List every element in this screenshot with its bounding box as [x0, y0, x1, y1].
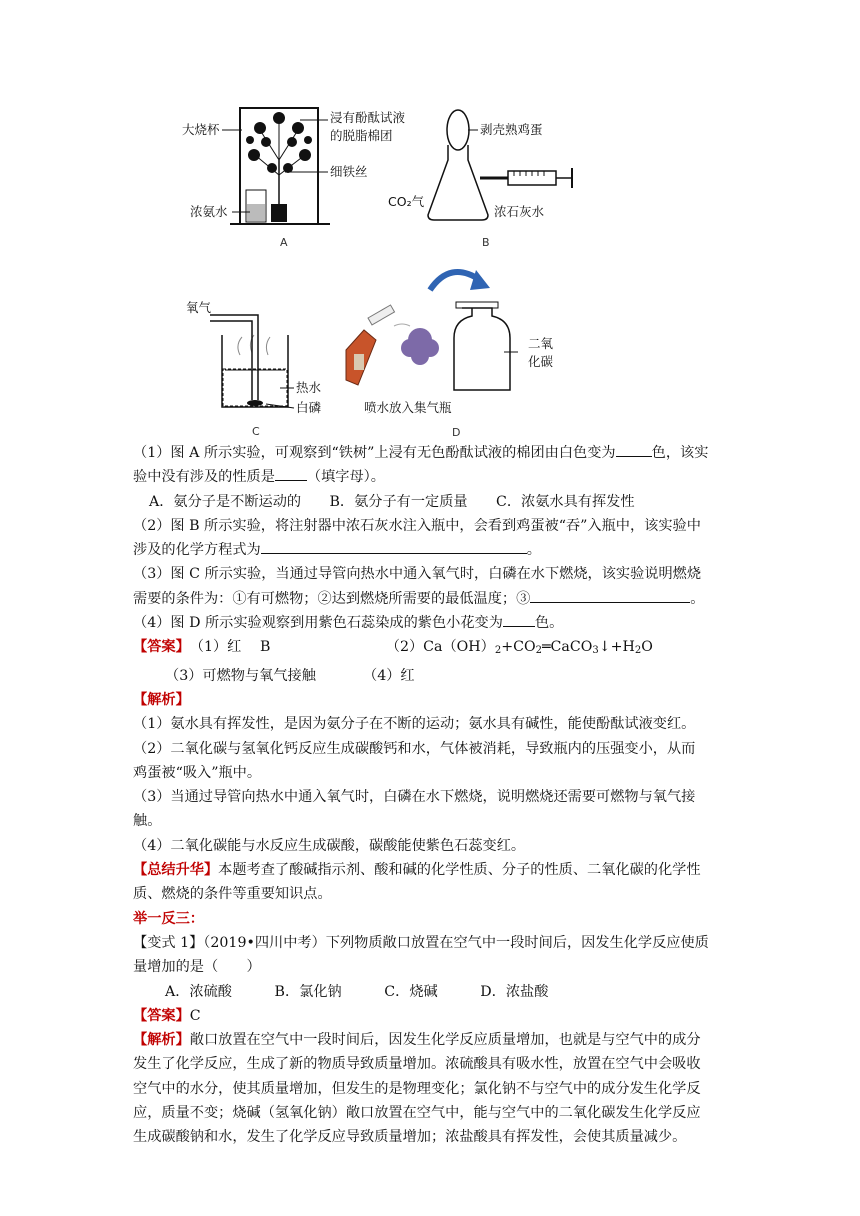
q3-line2: 需要的条件为：①有可燃物；②达到燃烧所需要的最低温度；③ 。	[133, 587, 733, 611]
label-phosphorus: 白磷	[296, 400, 322, 415]
label-beaker: 大烧杯	[182, 122, 220, 137]
label-cotton: 浸有酚酞试液	[330, 110, 406, 125]
q2-line2: 涉及的化学方程式为 。	[133, 538, 733, 562]
analysis-2a: （2）二氧化碳与氢氧化钙反应生成碳酸钙和水，气体被消耗，导致瓶内的压强变小，从而	[133, 740, 696, 757]
summary-line1: 【总结升华】本题考查了酸碱指示剂、酸和碱的化学性质、分子的性质、二氧化碳的化学性	[133, 862, 701, 879]
figure-d-caption: D	[452, 426, 461, 439]
analysis-3a: （3）当通过导管向热水中通入氧气时，白磷在水下燃烧，说明燃烧还需要可燃物与氧气接	[133, 789, 696, 806]
variant1-options: A．浓硫酸 B．氯化钠 C．烧碱 D．浓盐酸	[165, 983, 549, 1000]
analysis-4: （4）二氧化碳能与水反应生成碳酸，碳酸能使紫色石蕊变红。	[133, 837, 526, 854]
label-co2-gas: CO₂气	[388, 194, 425, 209]
variant-analysis-1: 【解析】敞口放置在空气中一段时间后，因发生化学反应质量增加，也就是与空气中的成分	[133, 1032, 701, 1049]
q1-options: A．氨分子是不断运动的 B．氨分子有一定质量 C．浓氨水具有挥发性	[149, 493, 635, 510]
analysis-2b: 鸡蛋被“吸入”瓶中。	[133, 764, 262, 781]
label-ammonia: 浓氨水	[190, 204, 228, 219]
label-cotton-2: 的脱脂棉团	[330, 128, 393, 143]
variant1-line2: 量增加的是（ ）	[133, 959, 261, 976]
answer-line1: 【答案】（1）红 B $(2)Ca(OH)_2+CO_2═CaCO_3↓+H_2O$	[133, 639, 653, 657]
experiment-figures	[0, 0, 860, 440]
variant-analysis-3: 空气中的水分，使其质量增加，但发生的是物理变化；氯化钠不与空气中的成分发生化学反	[133, 1080, 701, 1097]
q2-line1: （2）图 B 所示实验，将注射器中浓石灰水注入瓶中，会看到鸡蛋被“吞”入瓶中，该实验中	[133, 517, 701, 534]
document-body	[133, 441, 733, 1150]
figure-b-caption: B	[482, 236, 490, 249]
label-egg: 剥壳熟鸡蛋	[480, 122, 543, 137]
q3-line1: （3）图 C 所示实验，当通过导管向热水中通入氧气时，白磷在水下燃烧，该实验说明燃烧	[133, 566, 702, 583]
variant-analysis-2: 发生了化学反应，生成了新的物质导致质量增加。浓硫酸具有吸水性，放置在空气中会吸收	[133, 1056, 701, 1073]
label-limewater: 浓石灰水	[494, 204, 545, 219]
variant-answer: 【答案】C	[133, 1007, 201, 1024]
variant1-line1: 【变式 1】（2019•四川中考）下列物质敞口放置在空气中一段时间后，因发生化学反应使质	[133, 934, 709, 951]
variant-analysis-5: 生成碳酸钠和水，发生了化学反应导致质量增加；浓盐酸具有挥发性，会使其质量减少。	[133, 1129, 687, 1146]
q4-line: （4）图 D 所示实验观察到用紫色石蕊染成的紫色小花变为 色。	[133, 611, 733, 635]
figure-a-caption: A	[280, 236, 288, 249]
label-spray: 喷水放入集气瓶	[364, 400, 452, 415]
label-co2-2: 化碳	[528, 354, 554, 369]
summary-line2: 质、燃烧的条件等重要知识点。	[133, 886, 332, 903]
analysis-3b: 触。	[133, 813, 162, 830]
figure-c-caption: C	[252, 425, 260, 438]
label-oxygen: 氧气	[186, 300, 212, 315]
q1-line1: （1）图 A 所示实验，可观察到“铁树”上浸有无色酚酞试液的棉团由白色变为 色，该实	[133, 441, 733, 465]
q1-line2: 验中没有涉及的性质是 （填字母）。	[133, 465, 733, 489]
label-wire: 细铁丝	[330, 164, 368, 179]
variant-title: 举一反三：	[133, 910, 204, 927]
label-hot-water: 热水	[296, 380, 322, 395]
variant-analysis-4: 应，质量不变；烧碱（氢氧化钠）敞口放置在空气中，能与空气中的二氧化碳发生化学反应	[133, 1105, 701, 1122]
analysis-1: （1）氨水具有挥发性，是因为氨分子在不断的运动；氨水具有碱性，能使酚酞试液变红。	[133, 716, 696, 733]
answer-line2: （3）可燃物与氧气接触 （4）红	[165, 667, 415, 684]
analysis-heading: 【解析】	[133, 691, 190, 708]
label-co2-1: 二氧	[528, 336, 554, 351]
